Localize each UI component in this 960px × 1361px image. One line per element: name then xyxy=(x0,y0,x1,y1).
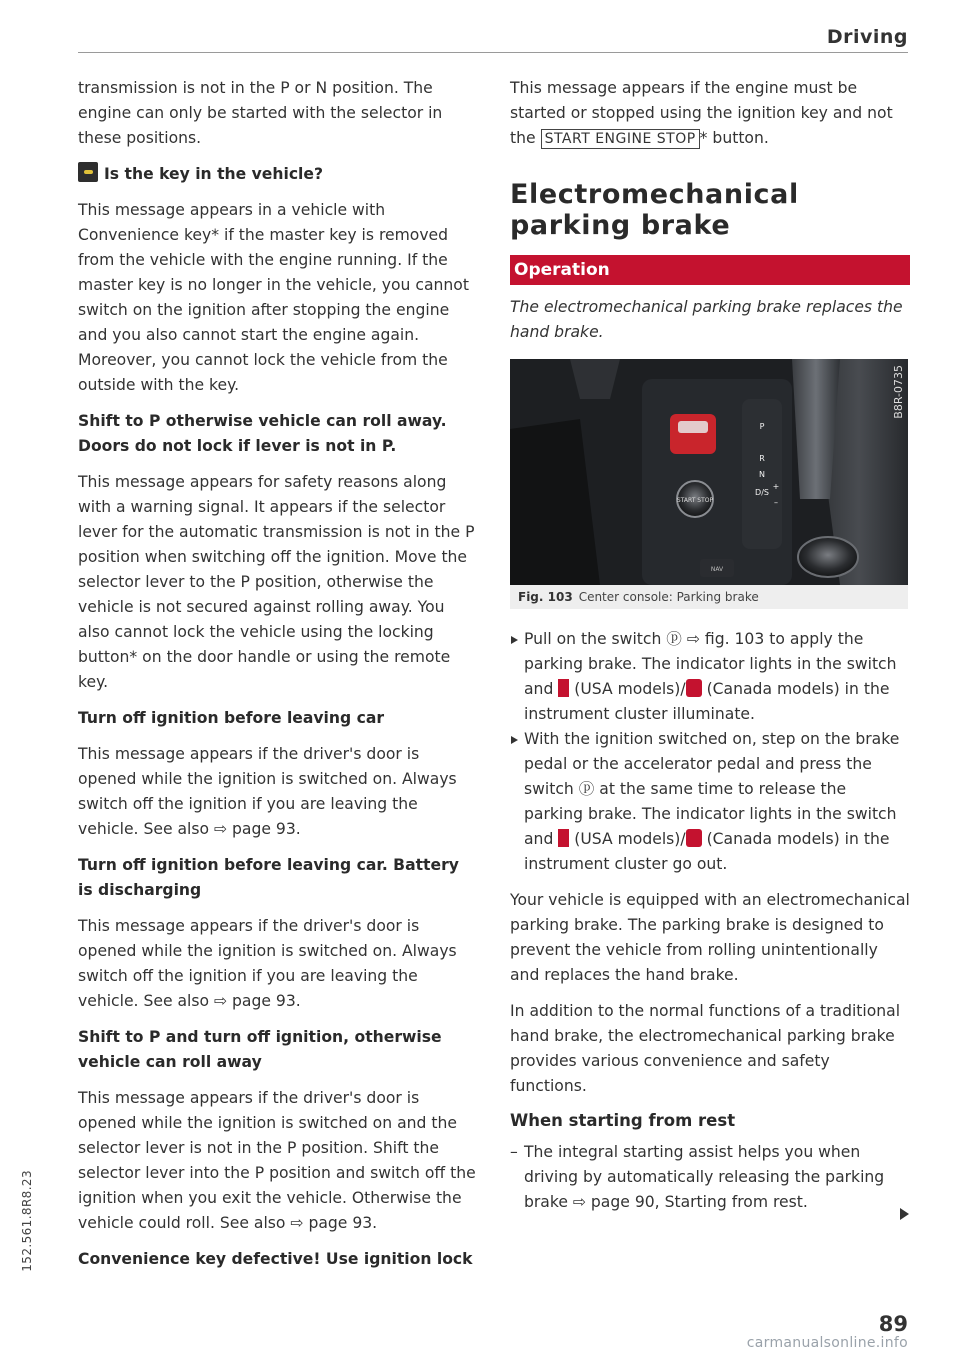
continued-arrow-icon xyxy=(900,1208,909,1220)
watermark: carmanualsonline.info xyxy=(746,1335,908,1351)
center-console-illustration xyxy=(510,359,908,585)
paragraph-functions: In addition to the normal functions of a traditional hand brake, the electromechanical parking brake provides various convenience and safety functions. xyxy=(510,1002,901,1095)
header-rule xyxy=(78,52,908,53)
parking-brake-switch-face xyxy=(678,421,708,433)
step-release: With the ignition switched on, step on the brake pedal or the accelerator pedal and press the switch ⓟ at the same time to release the parking brake. The indicator lights in the switch and (USA models)/ (Canada models) in the instrument cluster go out. xyxy=(510,727,910,877)
section-title: Electromechanical parking brake xyxy=(510,179,799,241)
paragraph-shift: This message appears for safety reasons along with a warning signal. It appears if the selector lever for the automatic transmission is not in the P position when switching off the ignition. Move the selector lever to the P position, otherwise the vehicle is not secured against rolling away. You also cannot lock the vehicle using the locking button* on the door handle or using the remote key. xyxy=(78,473,475,691)
parking-brake-switch xyxy=(670,414,716,454)
paragraph-key: This message appears in a vehicle with Convenience key* if the master key is removed from the vehicle with the engine running. If the master key is no longer in the vehicle, you cannot switch on the ignition after stopping the engine and you also cannot start the engine again. Moreover, you cannot lock the vehicle from the outside with the key. xyxy=(78,201,469,394)
heading-key-defective: Convenience key defective! Use ignition lock xyxy=(78,1250,473,1268)
gear-label-ds: D/S xyxy=(755,488,769,497)
parking-brake-indicator-canada-icon xyxy=(686,829,702,847)
gear-label-r: R xyxy=(759,454,765,463)
figure-103 xyxy=(510,359,908,609)
paragraph-equipped: Your vehicle is equipped with an electromechanical parking brake. The parking brake is designed to prevent the vehicle from rolling unintentionally and replaces the hand brake. xyxy=(510,891,910,984)
key-warning-icon xyxy=(78,162,98,182)
heading-shift-to-p: Shift to P otherwise vehicle can roll away. Doors do not lock if lever is not in P. xyxy=(78,412,447,455)
center-console-photo xyxy=(510,359,908,585)
heading-battery-discharging: Turn off ignition before leaving car. Battery is discharging xyxy=(78,856,459,899)
right-column xyxy=(510,76,910,1215)
heading-turn-off-ignition: Turn off ignition before leaving car xyxy=(78,709,385,727)
nav-button-label: NAV xyxy=(710,566,724,573)
left-column xyxy=(78,76,478,1283)
figure-label: Fig. 103 xyxy=(518,590,573,604)
starting-list xyxy=(510,1140,910,1215)
paragraph-continued: transmission is not in the P or N position. The engine can only be started with the selector in these positions. xyxy=(78,79,443,147)
operation-steps xyxy=(510,627,910,877)
step-apply: Pull on the switch ⓟ ⇨ fig. 103 to apply the parking brake. The indicator lights in the switch and (USA models)/ (Canada models) in the instrument cluster illuminate. xyxy=(510,627,910,727)
paragraph-ignition-key: This message appears if the engine must be started or stopped using the ignition key and not the START ENGINE STOP * button. xyxy=(510,79,893,147)
start-engine-stop-button-label: START ENGINE STOP xyxy=(541,129,700,149)
heading-key-in-vehicle: Is the key in the vehicle? xyxy=(78,162,478,187)
figure-caption: Fig. 103 Center console: Parking brake xyxy=(510,585,908,609)
parking-brake-indicator-canada-icon xyxy=(686,679,702,697)
gear-label-n: N xyxy=(759,470,765,479)
page-header-title: Driving xyxy=(826,26,908,48)
parking-brake-indicator-usa-icon xyxy=(558,679,569,697)
mmi-control-knob xyxy=(798,537,858,577)
side-document-code: 152.561.8R8.23 xyxy=(20,1170,34,1272)
paragraph-battery: This message appears if the driver's door is opened while the ignition is switched on. Always switch off the ignition if you are leaving the vehicle. See also ⇨ page 93. xyxy=(78,917,457,1010)
intro-text: The electromechanical parking brake replaces the hand brake. xyxy=(510,298,903,341)
gear-label-p: P xyxy=(759,422,765,431)
gear-label-plus: + xyxy=(772,482,780,491)
start-stop-button-text: START STOP xyxy=(676,497,714,504)
parking-brake-indicator-usa-icon xyxy=(558,829,569,847)
gear-label-minus: – xyxy=(774,498,778,507)
page-number: 89 xyxy=(878,1312,908,1336)
figure-code: B8R-0735 xyxy=(892,365,905,419)
list-item-starting-assist: – The integral starting assist helps you when driving by automatically releasing the parking brake ⇨ page 90, Starting from rest. xyxy=(510,1140,910,1215)
heading-shift-and-turn-off: Shift to P and turn off ignition, otherwise vehicle can roll away xyxy=(78,1028,442,1071)
heading-starting-from-rest: When starting from rest xyxy=(510,1111,736,1130)
operation-banner: Operation xyxy=(510,255,910,285)
paragraph-turn-off: This message appears if the driver's door is opened while the ignition is switched on. Always switch off the ignition if you are leaving the vehicle. See also ⇨ page 93. xyxy=(78,745,457,838)
paragraph-shift-and-turn-off: This message appears if the driver's door is opened while the ignition is switched on and the selector lever is not in the P position. Shift the selector lever into the P position and switch off the ignition when you exit the vehicle. Otherwise the vehicle could roll. See also ⇨ page 93. xyxy=(78,1089,476,1232)
